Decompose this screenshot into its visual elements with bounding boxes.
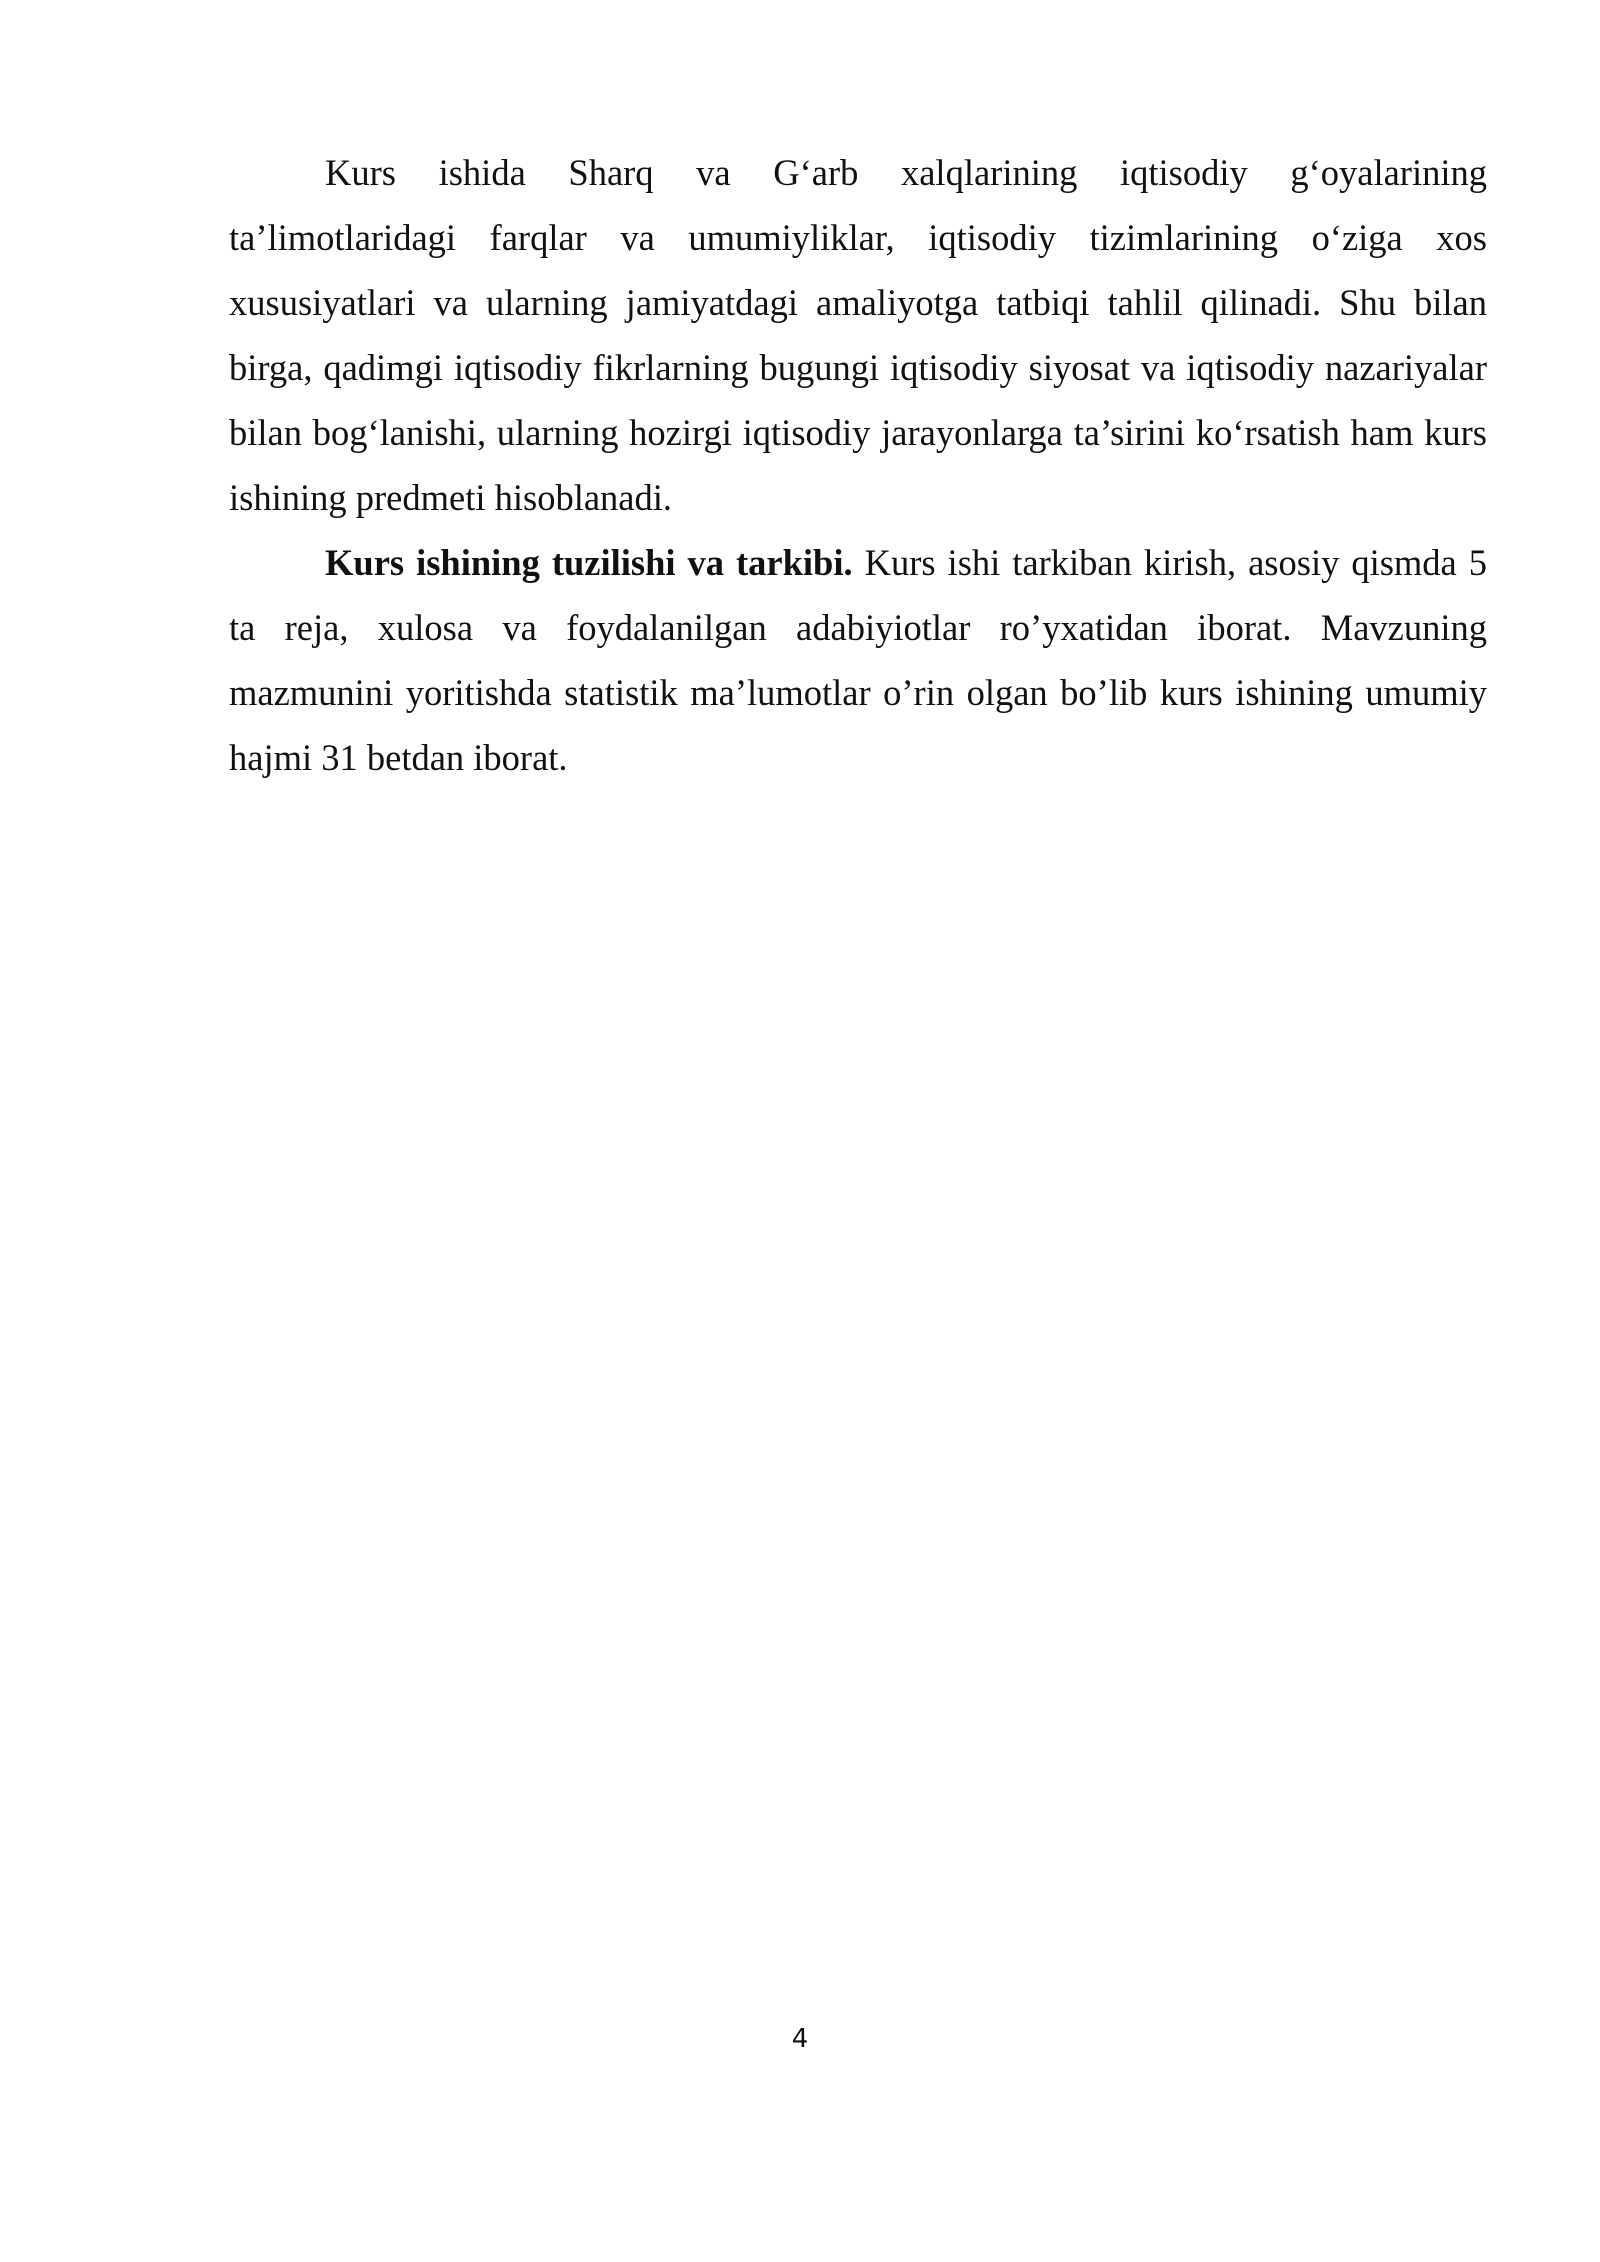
structure-body: Kurs ishi tarkiban kirish, asosiy qismda 5 ta reja, xulosa va foydalanilgan adabiyiotlar ro’yxatidan iborat. Mavzuning mazmunini yoritishda statistik ma’lumotlar o’rin olgan bo’lib kurs ishining umumiy hajmi 31 betdan iborat. — [229, 542, 1487, 778]
body-text — [229, 140, 1487, 790]
paragraph-structure — [229, 530, 1487, 790]
structure-heading: Kurs ishining tuzilishi va tarkibi. — [325, 542, 853, 583]
page-number: 4 — [791, 2024, 809, 2054]
paragraph-subject: Kurs ishida Sharq va G‘arb xalqlarining iqtisodiy g‘oyalarining ta’limotlaridagi farqlar va umumiyliklar, iqtisodiy tizimlarining o‘ziga xos xususiyatlari va ularning jamiyatdagi amaliyotga tatbiqi tahlil qilinadi. Shu bilan birga, qadimgi iqtisodiy fikrlarning bugungi iqtisodiy siyosat va iqtisodiy nazariyalar bilan bog‘lanishi, ularning hozirgi iqtisodiy jarayonlarga ta’sirini ko‘rsatish ham kurs ishining predmeti hisoblanadi. — [229, 152, 1487, 518]
